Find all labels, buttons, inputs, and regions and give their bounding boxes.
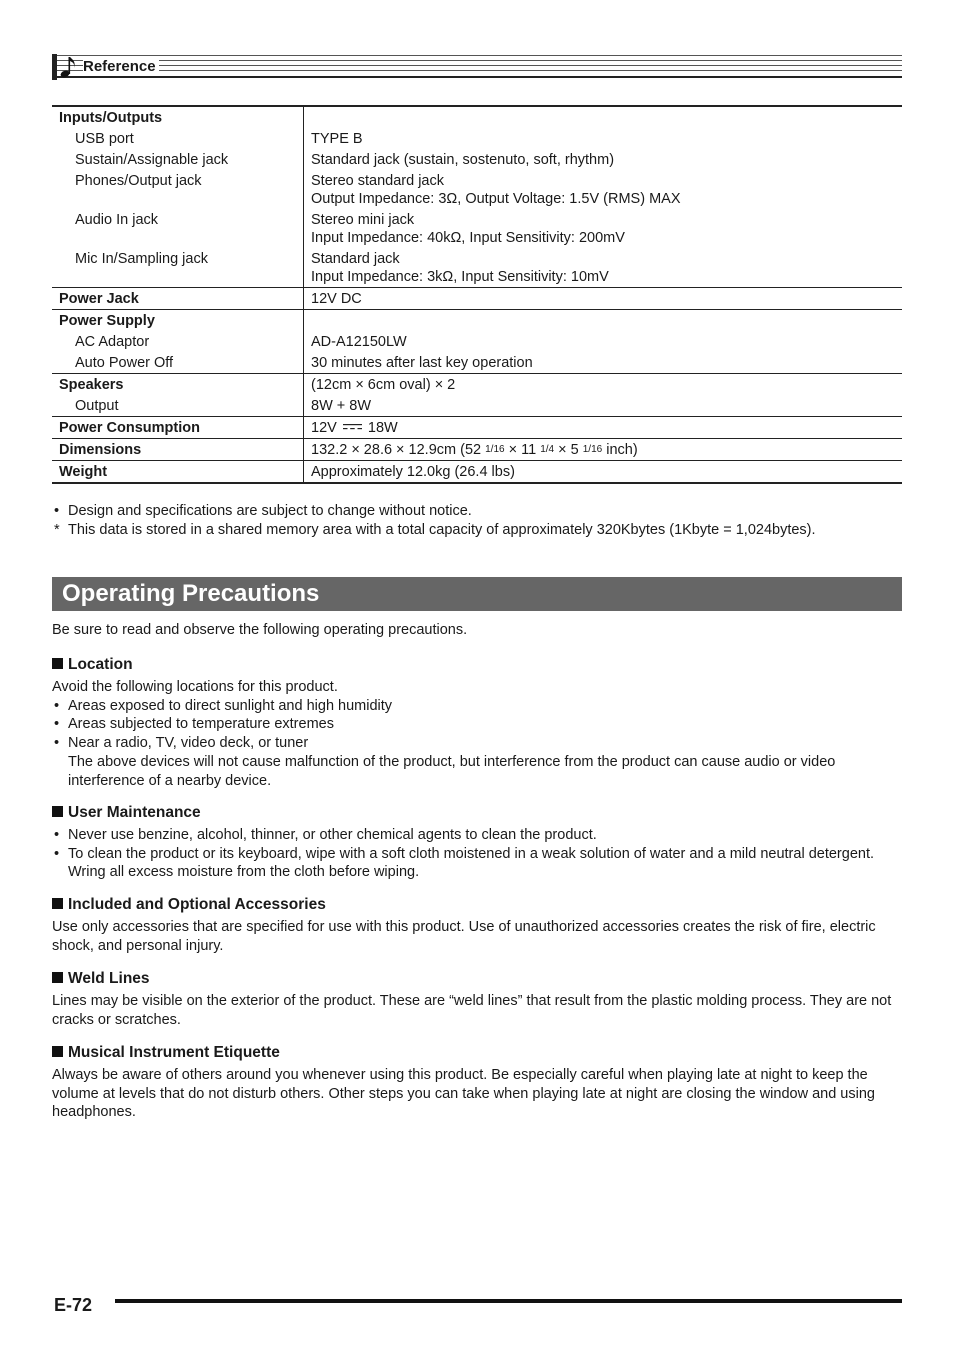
- list-item: • To clean the product or its keyboard, wipe with a soft cloth moistened in a weak solution of water and a mild neutral detergent. Wring all excess moisture from the cloth before wiping.: [54, 845, 875, 881]
- location-block: [52, 655, 902, 790]
- note-marker: *: [54, 522, 60, 538]
- header-staff-line: [52, 55, 902, 56]
- note-item: [52, 502, 902, 521]
- spec-value: 8W + 8W: [311, 398, 372, 414]
- spec-label: Output: [52, 395, 304, 417]
- note-item: [52, 521, 902, 540]
- spec-value: [304, 106, 903, 128]
- subheading: Weld Lines: [52, 969, 902, 988]
- spec-value-line: Stereo mini jack: [311, 212, 415, 228]
- spec-label: Phones/Output jack: [52, 170, 304, 209]
- spec-value: Standard jack (sustain, sostenuto, soft, rhythm): [311, 152, 615, 168]
- spec-value: 30 minutes after last key operation: [311, 355, 533, 371]
- subheading: Included and Optional Accessories: [52, 895, 902, 914]
- square-bullet-icon: [52, 1046, 63, 1057]
- spec-label: Sustain/Assignable jack: [52, 149, 304, 170]
- header-staff-line: [52, 76, 902, 78]
- table-row: [52, 128, 902, 149]
- spec-value-line: Input Impedance: 40kΩ, Input Sensitivity: 200mV: [311, 230, 625, 246]
- spec-value-text: 18W: [367, 420, 398, 436]
- dim-fraction: 1/16: [485, 444, 505, 455]
- spec-label: Power Consumption: [52, 417, 304, 439]
- spec-value: AD-A12150LW: [311, 334, 407, 350]
- table-row: [52, 170, 902, 209]
- spec-value: [304, 439, 903, 461]
- dim-fraction: 1/16: [582, 444, 603, 455]
- spec-value: (12cm × 6cm oval) × 2: [304, 374, 903, 396]
- dc-symbol-icon: [343, 423, 362, 431]
- paragraph: Lines may be visible on the exterior of the product. These are “weld lines” that result from the plastic molding process. They are not cracks or scratches.: [52, 993, 892, 1028]
- paragraph: Use only accessories that are specified for use with this product. Use of unauthorized accessories creates the risk of fire, electric shock, and personal injury.: [52, 919, 876, 954]
- spec-label: AC Adaptor: [52, 331, 304, 352]
- dim-fraction: 1/4: [540, 444, 555, 455]
- section-intro: Be sure to read and observe the following operating precautions.: [52, 622, 468, 638]
- note-marker: •: [54, 503, 60, 519]
- square-bullet-icon: [52, 658, 63, 669]
- list-item: • Never use benzine, alcohol, thinner, or other chemical agents to clean the product.: [54, 827, 597, 843]
- header-staff-line: [52, 60, 902, 61]
- etiquette-block: [52, 1043, 902, 1122]
- dim-part: 132.2 × 28.6 × 12.9cm (52: [311, 442, 486, 458]
- spec-value-line: Stereo standard jack: [311, 173, 444, 189]
- paragraph: Always be aware of others around you whenever using this product. Be especially careful when playing late at night to keep the volume at levels that do not disturb others. Other steps you can take when playing late at night are closing the window and using headphones.: [52, 1067, 875, 1121]
- dim-part: inch): [602, 442, 638, 458]
- specifications-table: [52, 105, 902, 484]
- spec-value: [304, 417, 903, 439]
- spec-label: Inputs/Outputs: [52, 106, 304, 128]
- spec-label: Power Jack: [52, 288, 304, 310]
- subheading: User Maintenance: [52, 803, 902, 822]
- square-bullet-icon: [52, 972, 63, 983]
- header-bar: [52, 54, 57, 80]
- section-label: Reference: [83, 58, 159, 75]
- spec-value: 12V DC: [304, 288, 903, 310]
- spec-value: [304, 170, 903, 209]
- accessories-block: [52, 895, 902, 955]
- spec-value: [304, 310, 903, 332]
- table-row: [52, 149, 902, 170]
- table-row: [52, 461, 902, 484]
- spec-label: Dimensions: [52, 439, 304, 461]
- table-row: [52, 106, 902, 128]
- table-row: [52, 417, 902, 439]
- spec-value-text: 12V: [311, 420, 337, 436]
- paragraph: Avoid the following locations for this product.: [52, 679, 338, 695]
- spec-notes: [52, 502, 902, 540]
- table-row: [52, 248, 902, 288]
- table-row: [52, 395, 902, 417]
- table-row: [52, 352, 902, 374]
- subheading: Musical Instrument Etiquette: [52, 1043, 902, 1062]
- maintenance-block: [52, 803, 902, 882]
- square-bullet-icon: [52, 898, 63, 909]
- section-heading: [52, 577, 902, 611]
- subheading: Location: [52, 655, 902, 674]
- table-row: [52, 374, 902, 396]
- table-row: [52, 439, 902, 461]
- spec-label: Audio In jack: [52, 209, 304, 248]
- square-bullet-icon: [52, 806, 63, 817]
- table-row: [52, 209, 902, 248]
- spec-label: Speakers: [52, 374, 304, 396]
- list-item: • Areas exposed to direct sunlight and high humidity: [54, 697, 393, 714]
- header-staff-line: [52, 70, 902, 71]
- spec-label: Power Supply: [52, 310, 304, 332]
- section-title: Operating Precautions: [62, 580, 320, 607]
- dim-part: × 11: [504, 442, 541, 458]
- list-item: • Areas subjected to temperature extremes: [54, 716, 334, 733]
- list-item: • Near a radio, TV, video deck, or tuner: [54, 735, 309, 752]
- table-row: [52, 331, 902, 352]
- footer-rule: [115, 1299, 902, 1303]
- table-row: [52, 310, 902, 332]
- spec-label: Mic In/Sampling jack: [52, 248, 304, 288]
- spec-value: [304, 209, 903, 248]
- spec-value: TYPE B: [311, 131, 363, 147]
- spec-value: Approximately 12.0kg (26.4 lbs): [304, 461, 903, 484]
- spec-label: Weight: [52, 461, 304, 484]
- list-item-continuation: The above devices will not cause malfunction of the product, but interference from the product can cause audio or video interference of a nearby device.: [68, 753, 836, 789]
- spec-label: Auto Power Off: [52, 352, 304, 374]
- spec-label: USB port: [52, 128, 304, 149]
- spec-value-line: Output Impedance: 3Ω, Output Voltage: 1.5V (RMS) MAX: [311, 191, 681, 207]
- note-text: Design and specifications are subject to change without notice.: [68, 503, 472, 519]
- page-number: E-72: [54, 1295, 93, 1315]
- spec-value: [304, 248, 903, 288]
- table-row: [52, 288, 902, 310]
- spec-value-line: Input Impedance: 3kΩ, Input Sensitivity: 10mV: [311, 269, 609, 285]
- page-header: [52, 54, 902, 80]
- dim-part: × 5: [554, 442, 583, 458]
- header-staff-line: [52, 65, 902, 66]
- note-text: This data is stored in a shared memory area with a total capacity of approximately 320Kbytes (1Kbyte = 1,024bytes).: [68, 522, 816, 538]
- spec-value-line: Standard jack: [311, 251, 400, 267]
- music-note-icon: [59, 54, 79, 80]
- weld-lines-block: [52, 969, 902, 1029]
